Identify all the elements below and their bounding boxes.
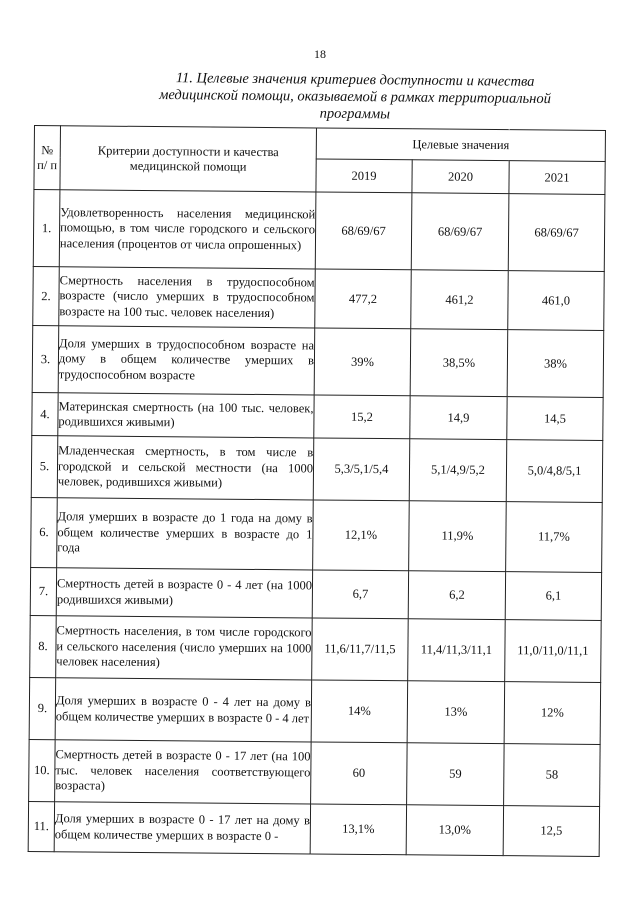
row-number: 10.	[29, 739, 56, 801]
value-2020: 14,9	[410, 396, 507, 440]
row-criterion: Материнская смертность (на 100 тыс. человек, родившихся живыми)	[58, 393, 314, 438]
table-row	[29, 739, 601, 806]
row-number: 6.	[31, 497, 58, 567]
row-criterion: Смертность детей в возрасте 0 - 4 лет (на 1000 родившихся живыми)	[56, 568, 312, 618]
value-2020: 68/69/67	[411, 193, 509, 271]
row-number: 5.	[31, 435, 58, 497]
row-criterion: Смертность населения, в том числе городского и сельского населения (число умерших на 1000 человек населения)	[56, 616, 313, 680]
value-2021: 11,0/11,0/11,1	[505, 620, 602, 683]
value-2019: 15,2	[314, 395, 410, 439]
value-2019: 12,1%	[313, 500, 410, 571]
header-target-values: Целевые значения	[316, 128, 605, 162]
row-criterion: Доля умерших в возрасте до 1 года на дому в общем количестве умерших в возрасте до 1 года	[57, 498, 314, 570]
row-number: 7.	[30, 567, 56, 615]
value-2021: 11,7%	[506, 502, 603, 573]
header-year-2020: 2020	[412, 160, 509, 194]
value-2021: 461,0	[508, 271, 605, 331]
row-criterion: Удовлетворенность населения медицинской помощью, в том числе городского и сельского населения (процентов от числа опрошенных)	[59, 190, 316, 269]
table-row	[32, 325, 604, 397]
section-title-line: 11. Целевые значения критериев доступности и качества	[175, 70, 535, 90]
row-criterion: Доля умерших в возрасте 0 - 17 лет на дому в общем количестве умерших в возрасте 0 -	[54, 802, 310, 854]
header-criteria: Критерии доступности и качества медицинской помощи	[60, 126, 317, 192]
value-2021: 58	[504, 744, 601, 807]
value-2020: 5,1/4,9/5,2	[409, 439, 507, 502]
header-number: № п/ п	[34, 126, 61, 190]
value-2019: 14%	[311, 680, 408, 743]
row-number: 11.	[28, 801, 54, 851]
row-number: 1.	[33, 190, 60, 267]
table-row	[33, 266, 605, 330]
row-number: 8.	[30, 615, 57, 677]
value-2021: 6,1	[505, 572, 601, 621]
value-2021: 12%	[504, 682, 601, 745]
section-title	[120, 70, 591, 126]
row-number: 3.	[32, 325, 59, 392]
value-2021: 38%	[507, 330, 604, 398]
value-2019: 60	[311, 742, 408, 805]
value-2021: 12,5	[503, 806, 599, 857]
table-row	[33, 190, 605, 272]
page-number: 18	[314, 47, 326, 61]
value-2019: 68/69/67	[315, 192, 412, 270]
row-number: 2.	[33, 266, 60, 325]
value-2019: 39%	[314, 328, 411, 396]
section-title-line: программы	[319, 105, 391, 123]
value-2021: 68/69/67	[508, 194, 605, 272]
table-row	[31, 435, 603, 502]
value-2019: 13,1%	[310, 804, 406, 855]
table-row	[29, 677, 601, 744]
value-2019: 477,2	[315, 269, 412, 329]
value-2020: 461,2	[411, 270, 509, 330]
value-2020: 11,9%	[409, 501, 507, 572]
row-number: 4.	[32, 392, 58, 435]
value-2021: 14,5	[507, 397, 603, 441]
header-year-2019: 2019	[316, 159, 412, 193]
header-year-2021: 2021	[509, 161, 605, 195]
value-2020: 13%	[407, 681, 505, 744]
value-2019: 5,3/5,1/5,4	[313, 438, 410, 501]
table-row	[30, 615, 602, 682]
value-2020: 6,2	[408, 571, 505, 620]
value-2019: 6,7	[312, 570, 408, 619]
criteria-table	[28, 125, 606, 857]
row-criterion: Доля умерших в трудоспособном возрасте на дому в общем количестве умерших в трудоспособном возрасте	[58, 326, 315, 395]
row-criterion: Младенческая смертность, в том числе в городской и сельской местности (на 1000 человек, родившихся живыми)	[57, 436, 314, 500]
value-2019: 11,6/11,7/11,5	[312, 618, 409, 681]
section-title-line: медицинской помощи, оказываемой в рамках территориальной	[159, 86, 551, 108]
row-criterion: Смертность детей в возрасте 0 - 17 лет (на 100 тыс. человек населения соответствующего возраста)	[55, 740, 312, 804]
value-2021: 5,0/4,8/5,1	[506, 440, 603, 503]
table-row	[32, 392, 603, 440]
row-number: 9.	[29, 677, 56, 739]
value-2020: 59	[407, 743, 505, 806]
table-row	[31, 497, 603, 572]
value-2020: 38,5%	[410, 329, 508, 397]
row-criterion: Смертность населения в трудоспособном возрасте (число умерших в трудоспособном возрасте на 100 тыс. человек населения)	[59, 267, 316, 328]
value-2020: 11,4/11,3/11,1	[408, 619, 506, 682]
row-criterion: Доля умерших в возрасте 0 - 4 лет на дому в общем количестве умерших в возрасте 0 - 4 лет	[55, 678, 312, 742]
value-2020: 13,0%	[406, 805, 503, 856]
table-row	[28, 801, 599, 856]
table-row	[30, 567, 601, 620]
